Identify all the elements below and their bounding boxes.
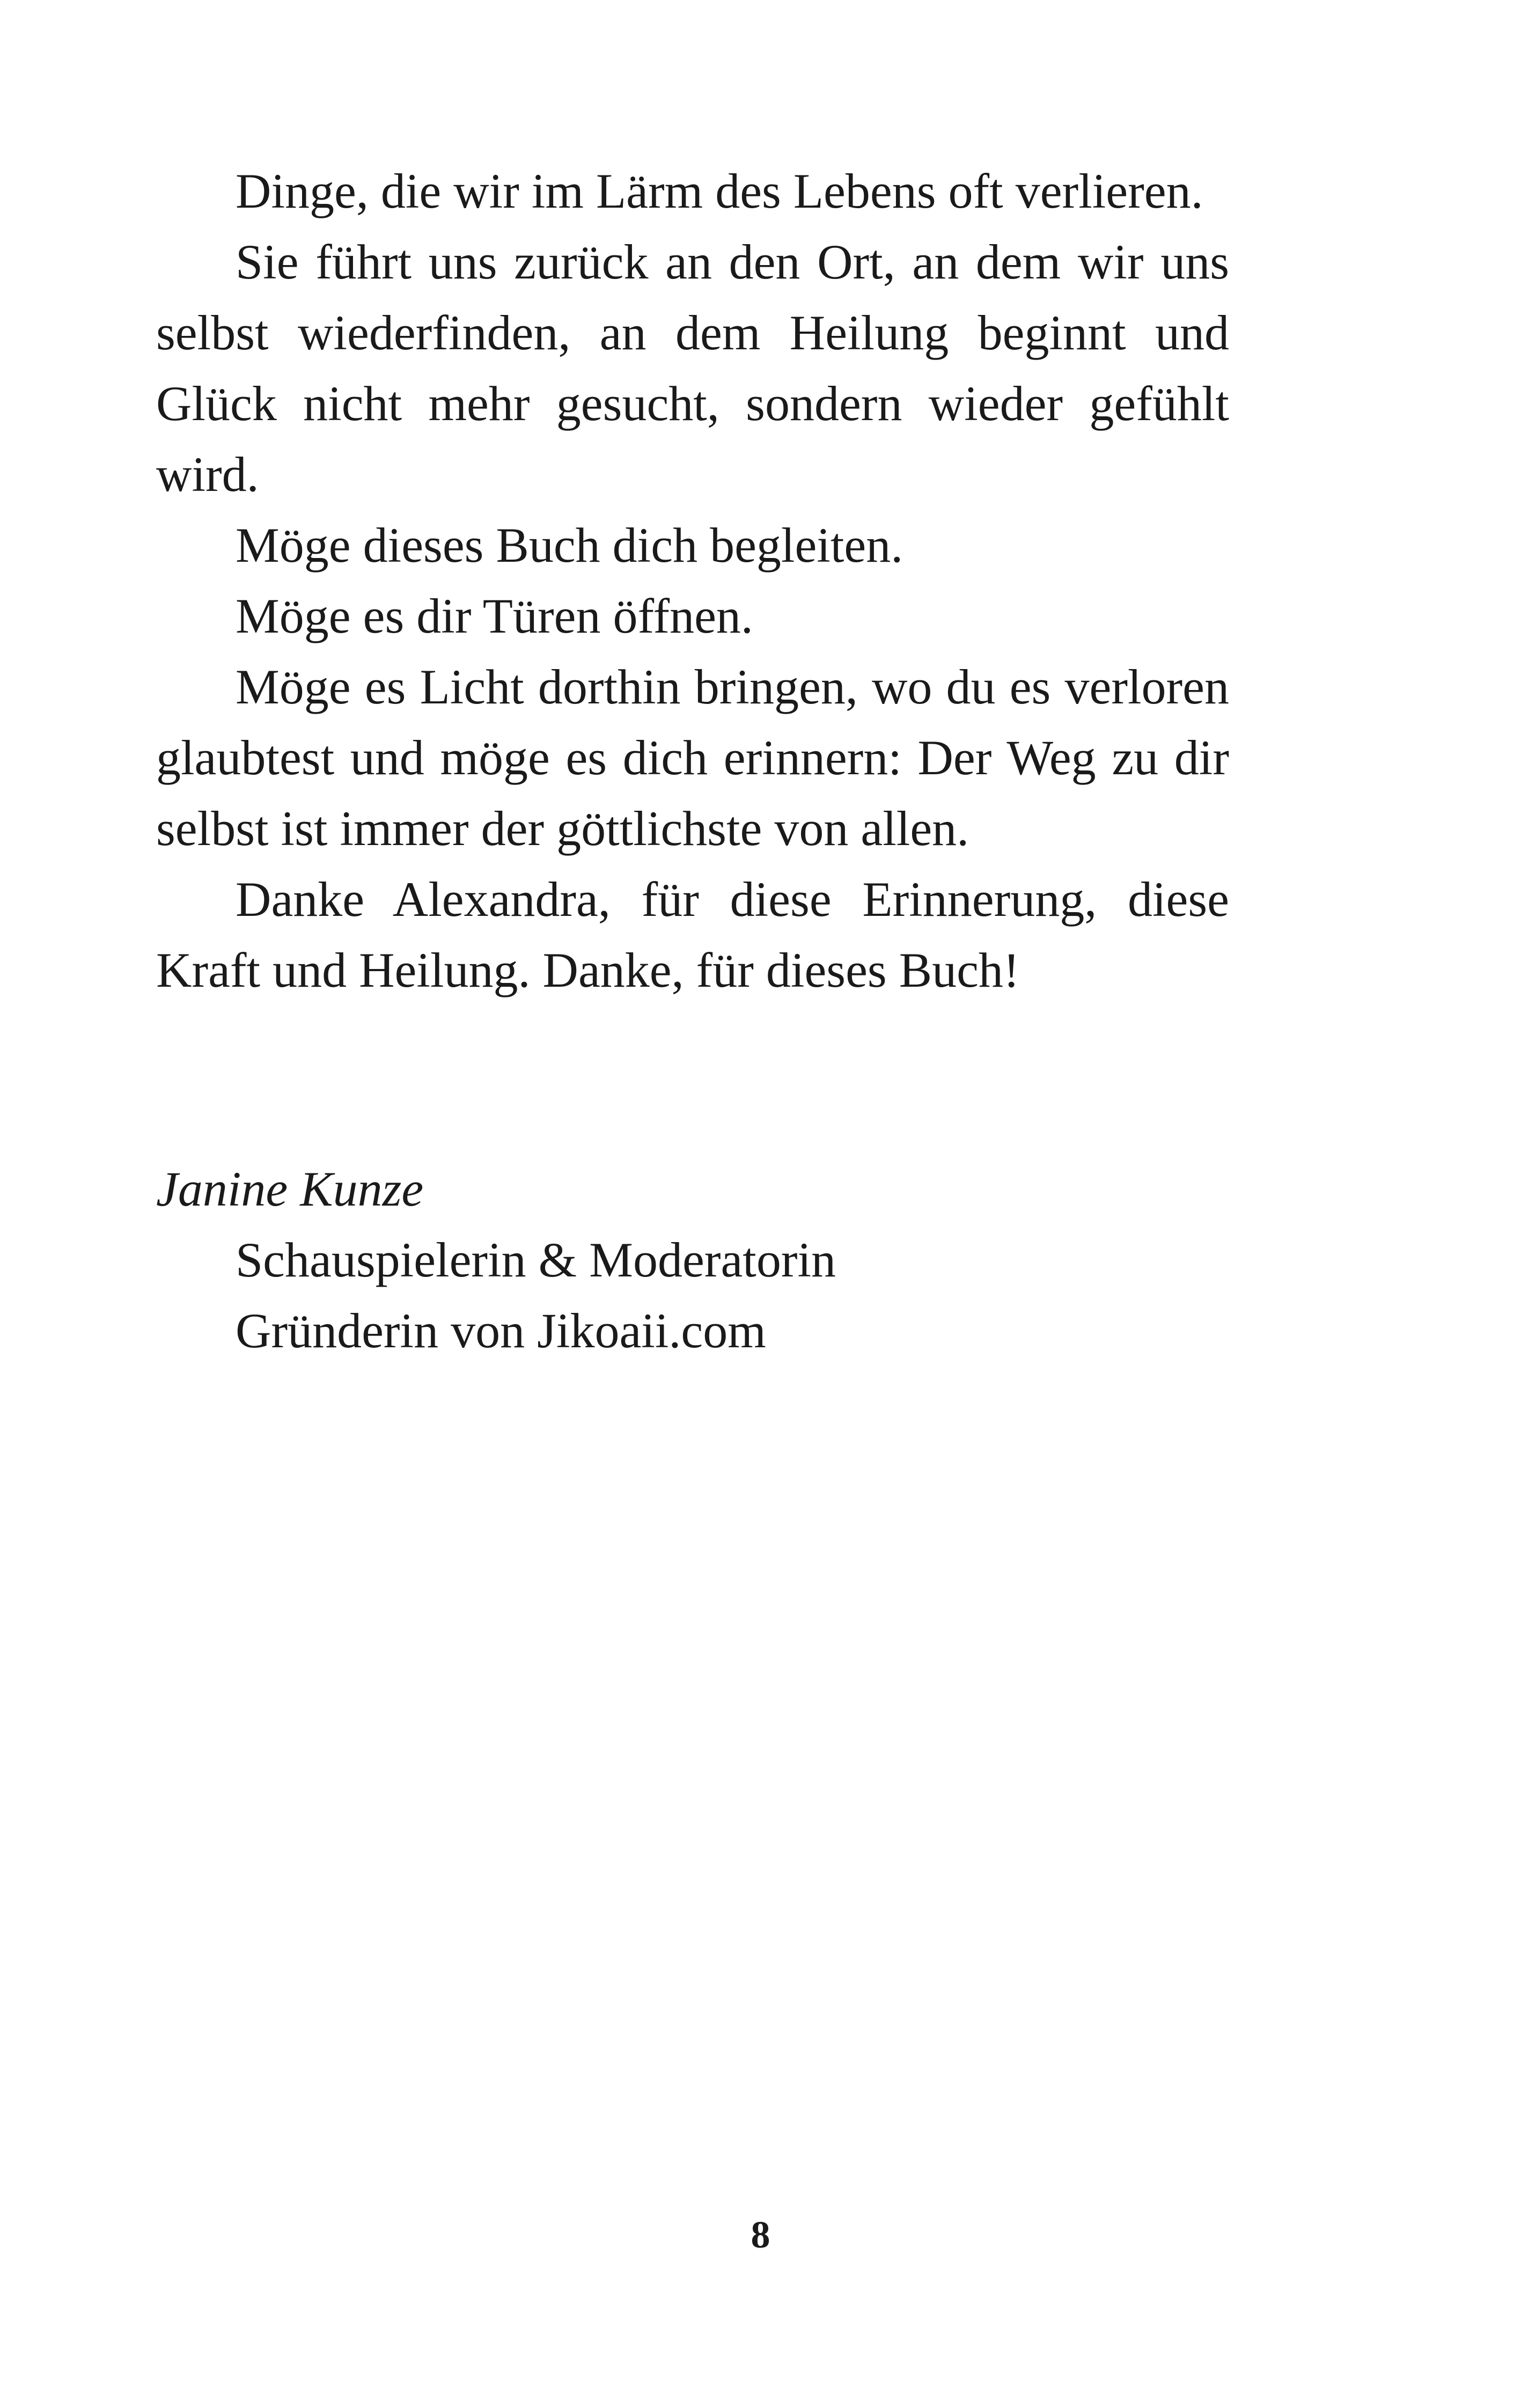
body-text xyxy=(156,156,1229,1005)
paragraph: Danke Alexandra, für diese Erinnerung, diese Kraft und Heilung. Danke, für dieses Buch! xyxy=(156,872,1229,997)
paragraph: Sie führt uns zurück an den Ort, an dem wir uns selbst wiederfinden, an dem Heilung beginnt und Glück nicht mehr gesucht, sondern wieder gefühlt wird. xyxy=(156,234,1229,502)
author-title: Schauspielerin & Moderatorin xyxy=(236,1232,836,1287)
author-affiliation: Gründerin von Jikoaii.com xyxy=(236,1303,766,1358)
paragraph: Möge dieses Buch dich begleiten. xyxy=(236,518,903,572)
author-name: Janine Kunze xyxy=(156,1162,424,1216)
paragraph: Möge es dir Türen öffnen. xyxy=(236,589,753,643)
signature-block xyxy=(156,1154,1229,1366)
paragraph: Dinge, die wir im Lärm des Lebens oft verlieren. xyxy=(236,164,1203,218)
paragraph: Möge es Licht dorthin bringen, wo du es verloren glaubtest und möge es dich erinnern: Der Weg zu dir selbst ist immer der göttlichste von allen. xyxy=(156,659,1229,856)
page-number: 8 xyxy=(751,2213,770,2256)
